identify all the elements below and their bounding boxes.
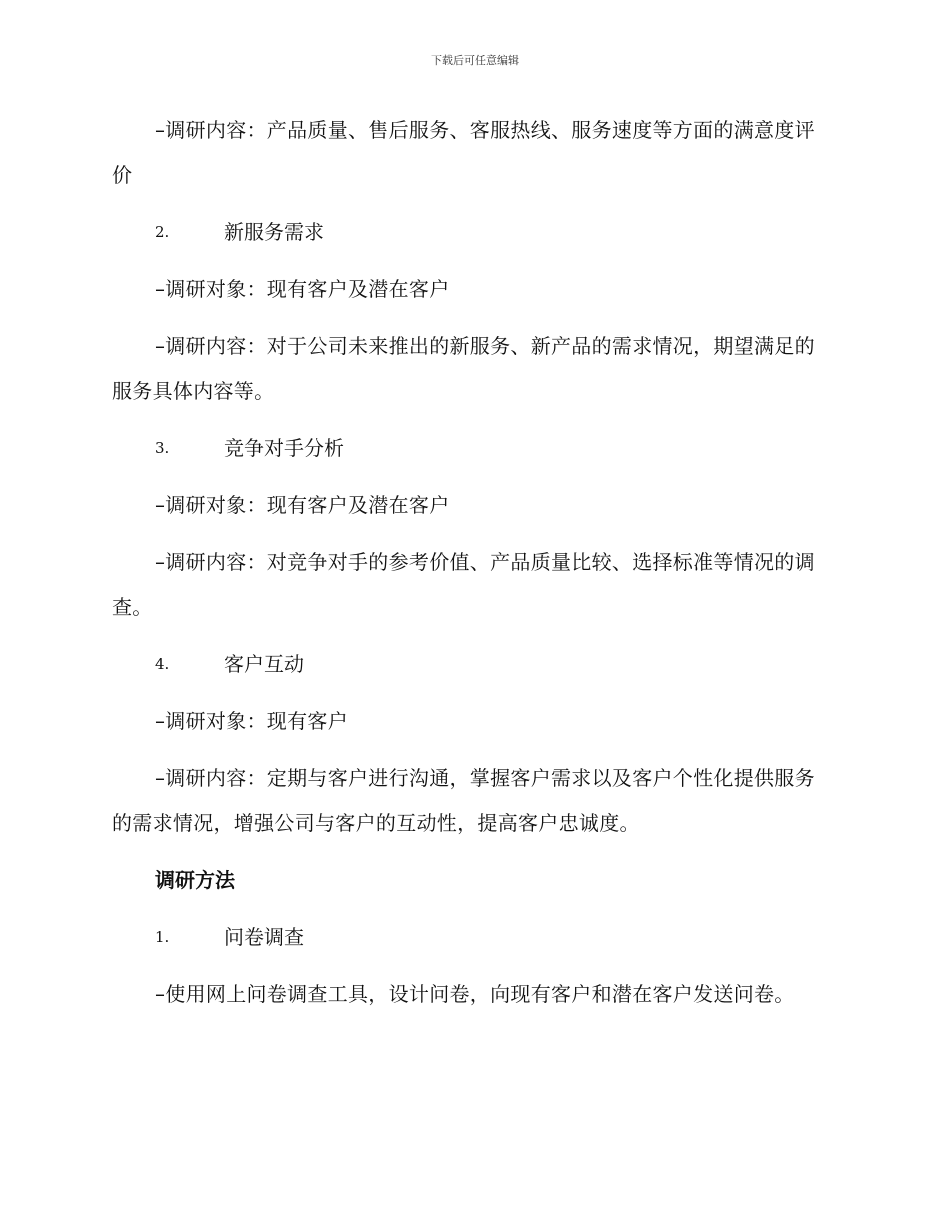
- document-body: [112, 108, 824, 1029]
- item-number: 4.: [155, 655, 170, 673]
- page-header: 下载后可任意编辑: [431, 54, 519, 67]
- paragraph: –调研内容：定期与客户进行沟通，掌握客户需求以及客户个性化提供服务的需求情况，增强公司与客户的互动性，提高客户忠诚度。: [112, 766, 815, 835]
- paragraph: –调研对象：现有客户及潜在客户: [155, 277, 450, 301]
- paragraph: –调研内容：对于公司未来推出的新服务、新产品的需求情况，期望满足的服务具体内容等。: [112, 334, 815, 403]
- paragraph: –调研内容：对竞争对手的参考价值、产品质量比较、选择标准等情况的调查。: [112, 550, 815, 619]
- paragraph: –调研对象：现有客户: [155, 709, 348, 733]
- section-heading: 调研方法: [155, 868, 235, 892]
- item-title: 新服务需求: [224, 220, 324, 244]
- paragraph: –调研对象：现有客户及潜在客户: [155, 493, 450, 517]
- item-number: 1.: [155, 928, 170, 946]
- item-number: 2.: [155, 223, 170, 241]
- numbered-item: [112, 210, 824, 255]
- numbered-item: [112, 426, 824, 471]
- item-title: 问卷调查: [224, 925, 304, 949]
- item-number: 3.: [155, 439, 170, 457]
- numbered-item: [112, 915, 824, 960]
- paragraph: –使用网上问卷调查工具，设计问卷，向现有客户和潜在客户发送问卷。: [155, 982, 795, 1006]
- item-title: 竞争对手分析: [224, 436, 344, 460]
- paragraph: –调研内容：产品质量、售后服务、客服热线、服务速度等方面的满意度评价: [112, 118, 815, 187]
- numbered-item: [112, 642, 824, 687]
- item-title: 客户互动: [224, 652, 304, 676]
